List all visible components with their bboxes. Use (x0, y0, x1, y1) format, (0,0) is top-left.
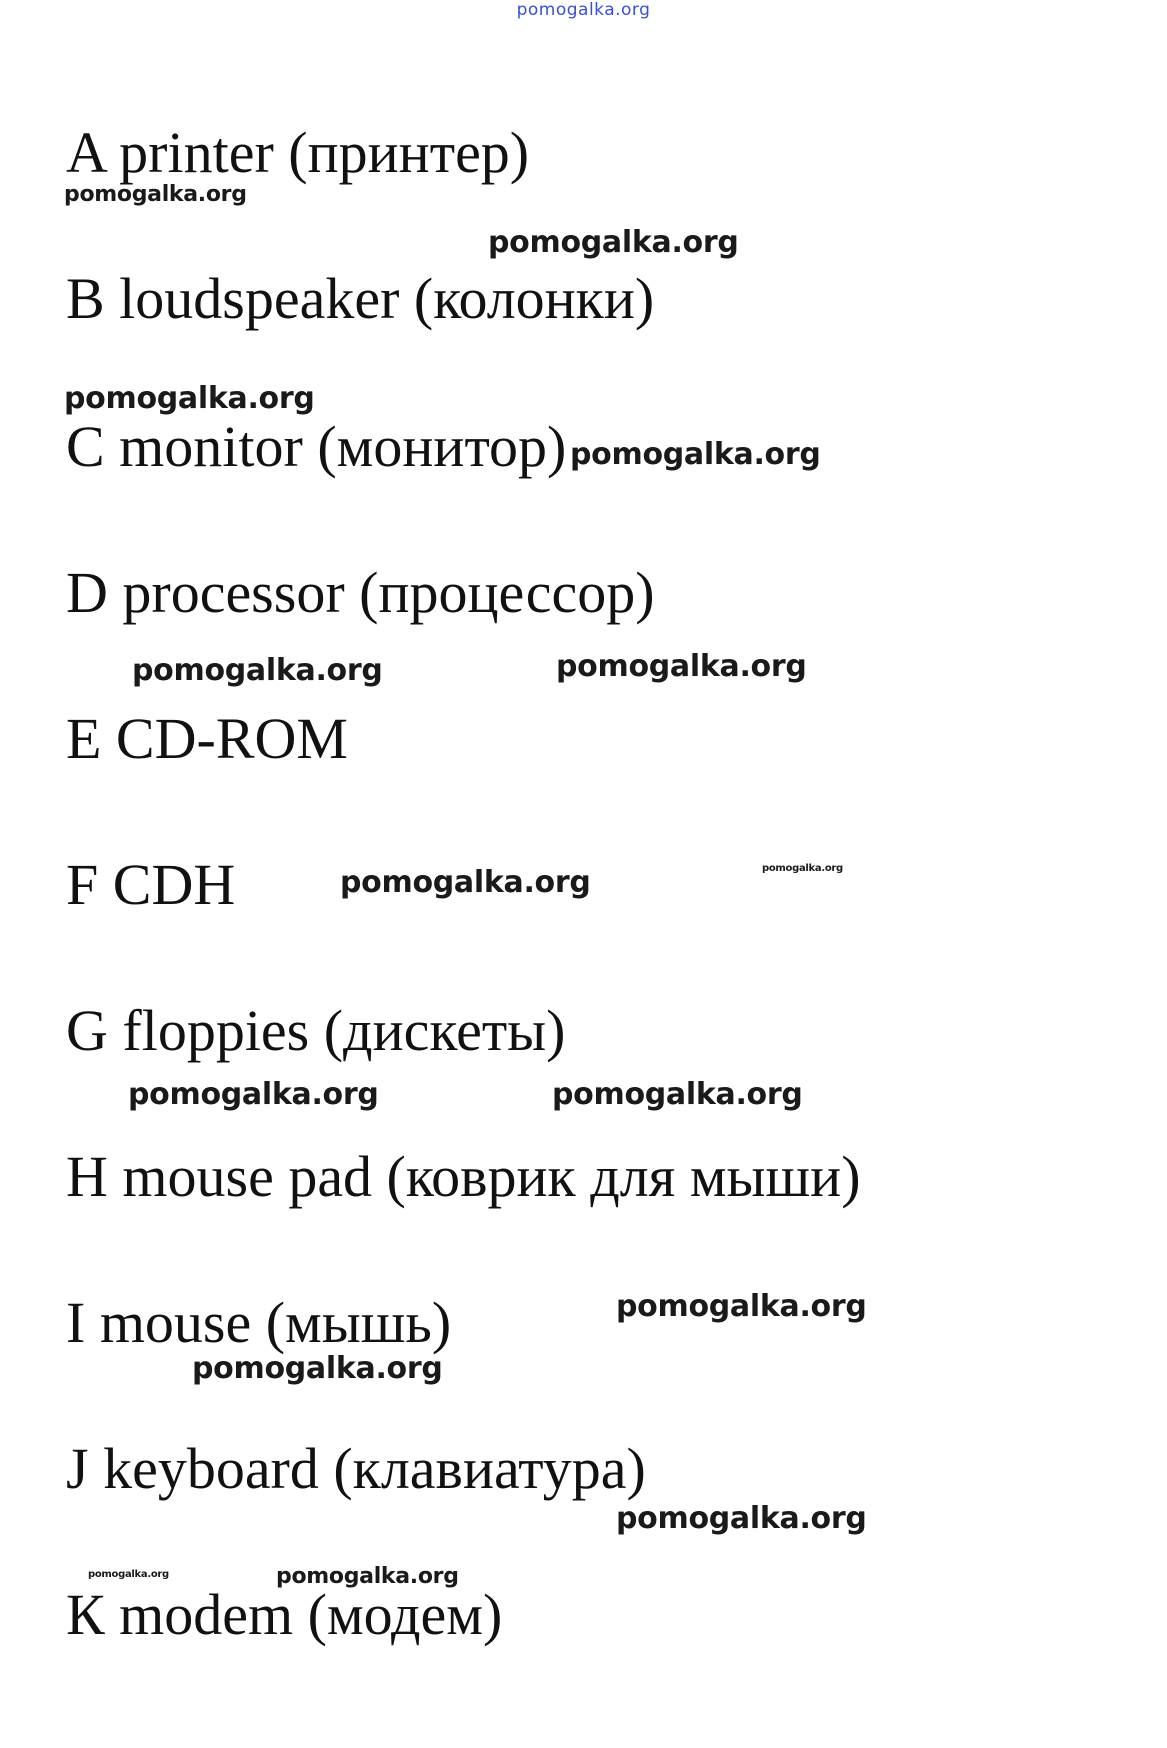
watermark: pomogalka.org (340, 865, 591, 900)
entry-d: D processor (процессор) (66, 560, 655, 625)
watermark: pomogalka.org (64, 381, 315, 416)
entry-f: F CDH (66, 852, 236, 917)
watermark: pomogalka.org (88, 1569, 169, 1580)
entry-e: E CD-ROM (66, 706, 348, 771)
entry-h: H mouse pad (коврик для мыши) (66, 1144, 861, 1209)
entry-i: I mouse (мышь) (66, 1290, 452, 1355)
watermark: pomogalka.org (570, 437, 821, 472)
watermark: pomogalka.org (556, 649, 807, 684)
watermark: pomogalka.org (128, 1077, 379, 1112)
watermark: pomogalka.org (276, 1564, 459, 1589)
entry-c: C monitor (монитор) (66, 414, 567, 479)
entry-j: J keyboard (клавиатура) (66, 1436, 646, 1501)
entry-g: G floppies (дискеты) (66, 998, 566, 1063)
watermark: pomogalka.org (192, 1351, 443, 1386)
entry-b: B loudspeaker (колонки) (66, 266, 655, 331)
watermark: pomogalka.org (488, 225, 739, 260)
header-watermark: pomogalka.org (516, 0, 651, 20)
entry-a: A printer (принтер) (66, 120, 530, 185)
watermark: pomogalka.org (552, 1077, 803, 1112)
entry-k: К modem (модем) (66, 1582, 503, 1647)
watermark: pomogalka.org (762, 863, 843, 874)
watermark: pomogalka.org (132, 653, 383, 688)
watermark: pomogalka.org (616, 1289, 867, 1324)
watermark: pomogalka.org (616, 1501, 867, 1536)
watermark: pomogalka.org (64, 182, 247, 207)
